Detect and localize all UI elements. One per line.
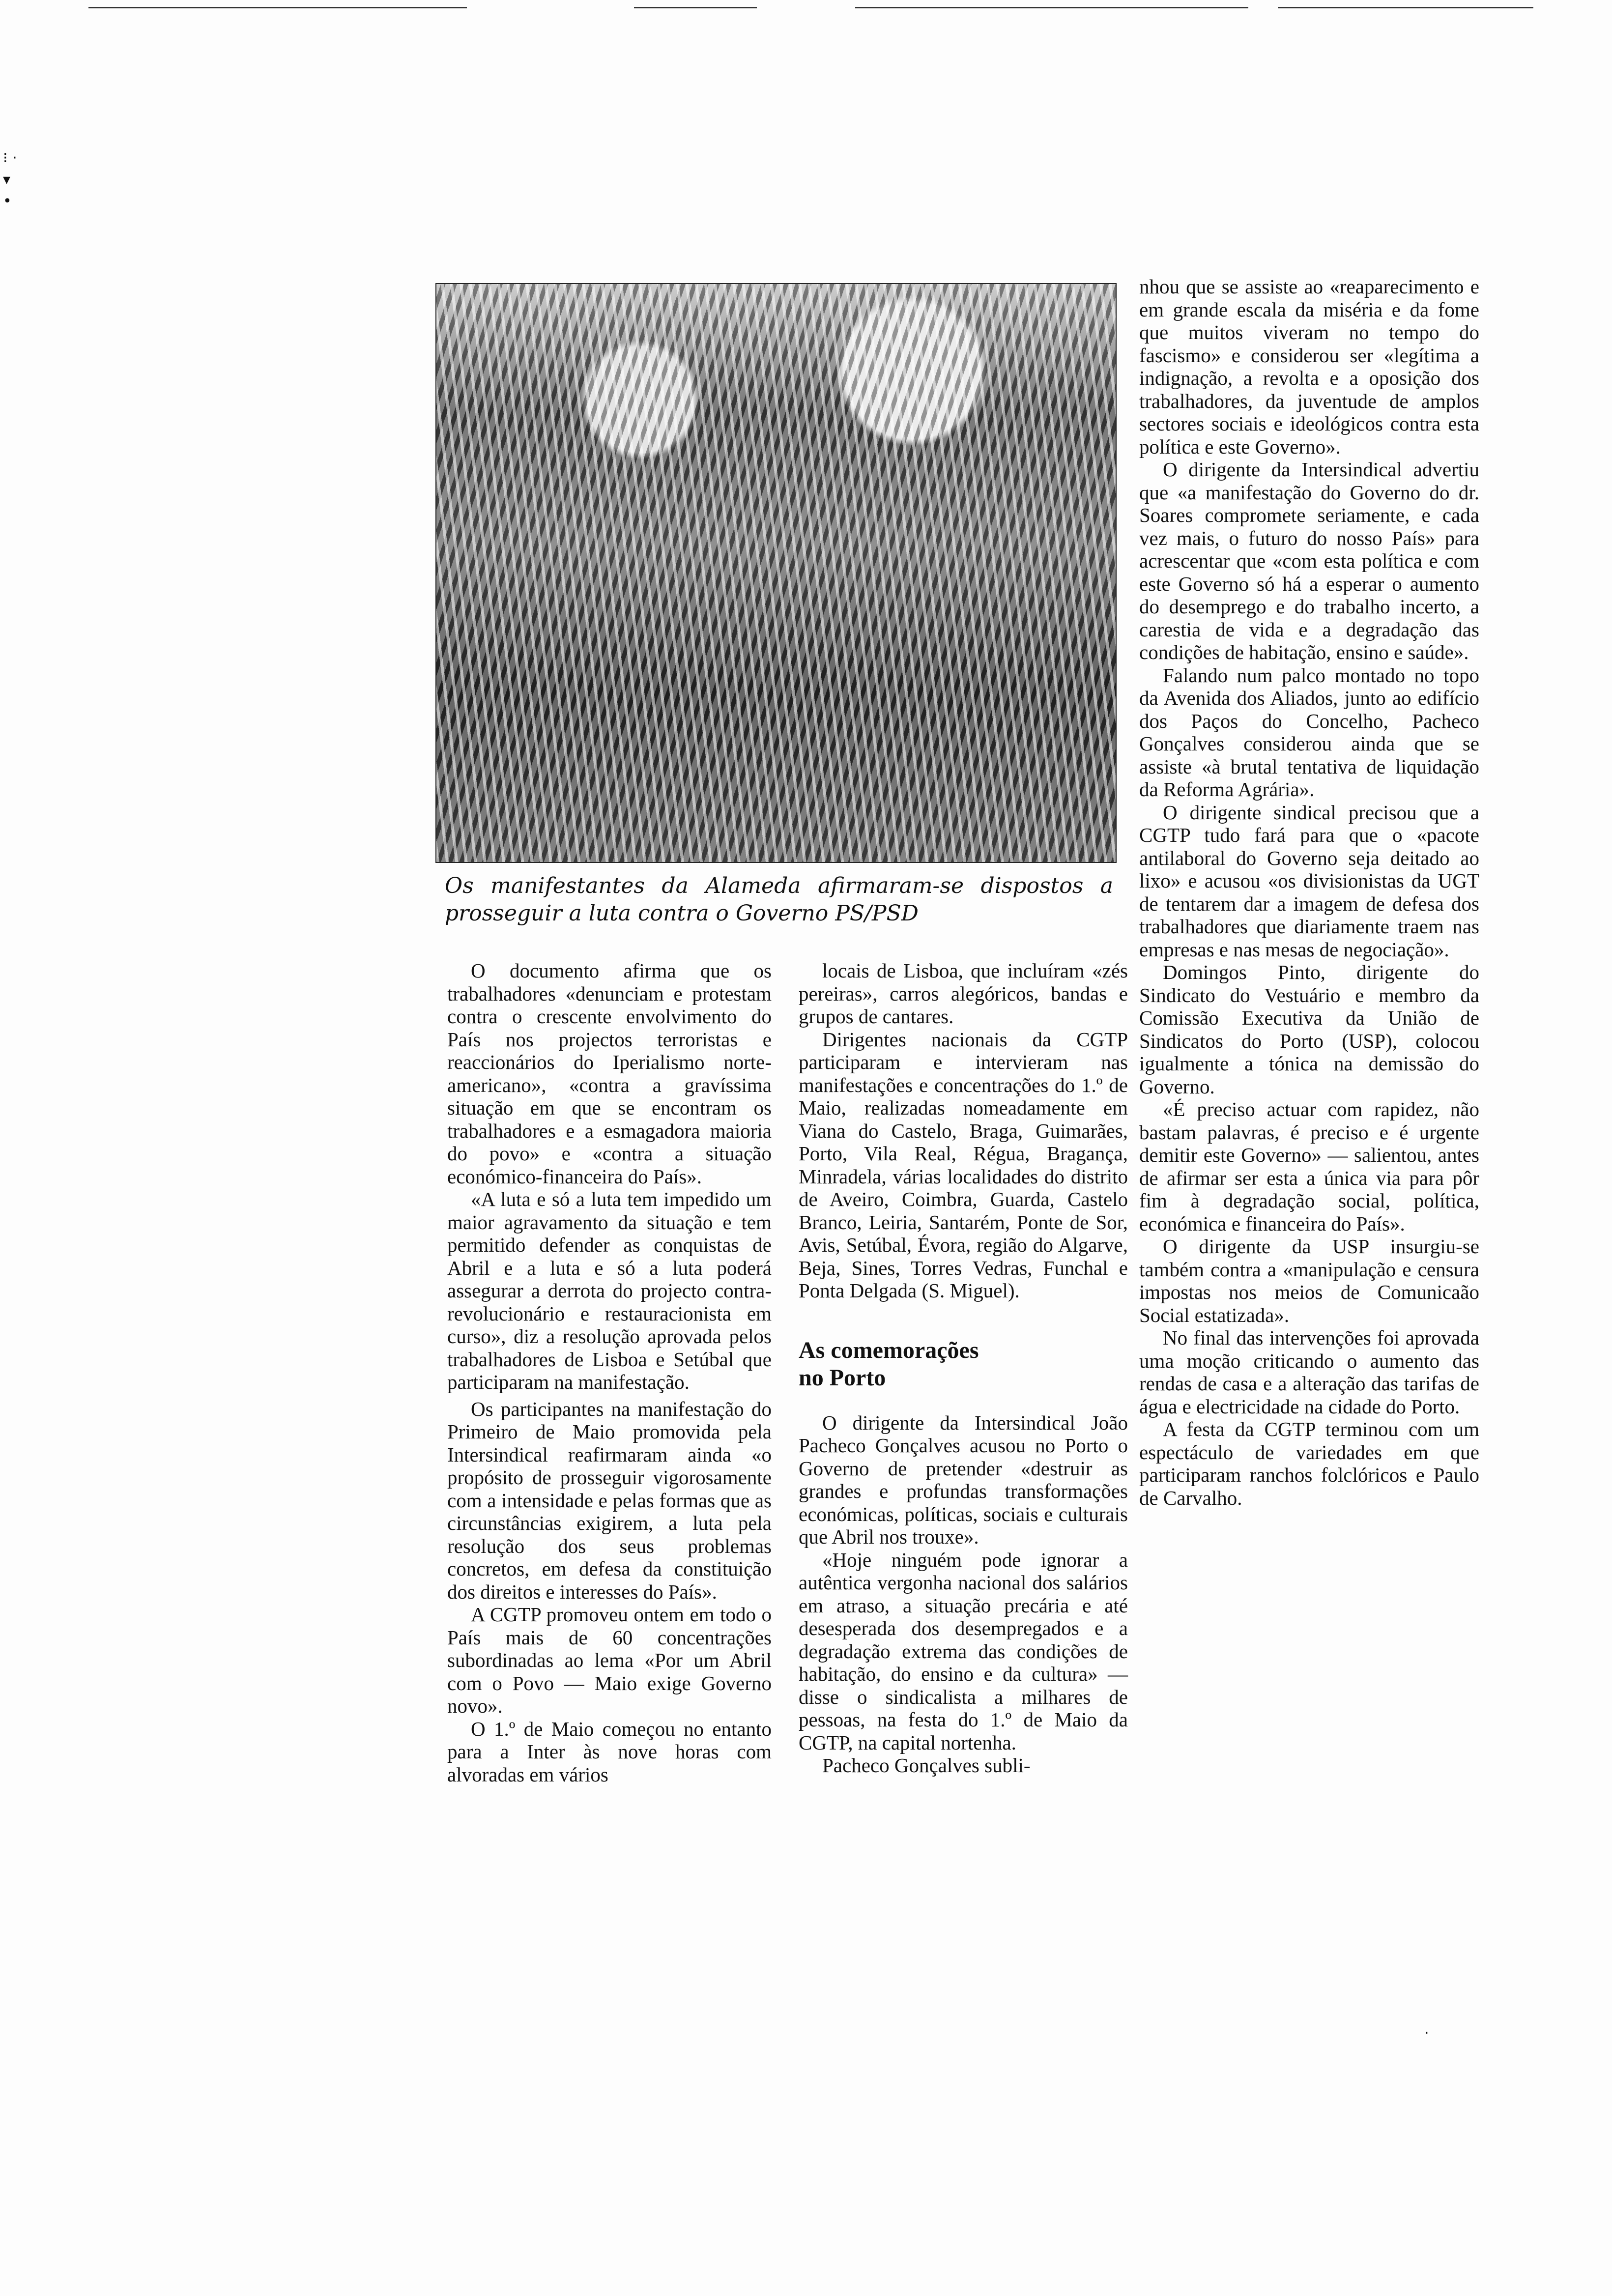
paragraph: O documento afirma que os trabalhadores «denunciam e protestam contra o crescente envolvimento do País nos projectos terroristas e reaccionários do Iperialismo norte-americano», «contra a gravíssima situação em que se encontram os trabalhadores e a esmagadora maioria do povo» e «contra a situação económico-financeira do País». (447, 959, 772, 1188)
photo-caption: Os manifestantes da Alameda afirmaram-se dispostos a prosseguir a luta contra o Governo PS/PSD (445, 873, 1113, 926)
left-margin-marks: ⁝ ·▾ • (3, 149, 17, 210)
paragraph: O dirigente sindical precisou que a CGTP tudo fará para que o «pacote antilaboral do Governo seja deitado ao lixo» e acusou «os divisionistas da UGT de tentarem dar a imagem de defesa dos trabalhadores que diariamente traem nas empresas e nas mesas de negociação». (1139, 801, 1479, 961)
section-heading (799, 1337, 1128, 1392)
paragraph: Os participantes na manifestação do Primeiro de Maio promovida pela Intersindical reafirmaram ainda «o propósito de prosseguir vigorosamente com a intensidade e pelas formas que as circunstâncias exigirem, a luta pela resolução dos seus problemas concretos, em defesa da constituição dos direitos e interesses do País». (447, 1397, 772, 1603)
paragraph: O 1.º de Maio começou no entanto para a Inter às nove horas com alvoradas em vários (447, 1717, 772, 1786)
paragraph: «Hoje ninguém pode ignorar a autêntica vergonha nacional dos salários em atraso, a situação precária e até desesperada dos desempregados e a degradação extrema das condições de habitação, do ensino e da cultura» — disse o sindicalista a milhares de pessoas, na festa do 1.º de Maio da CGTP, na capital nortenha. (799, 1548, 1128, 1754)
article-column-3 (1139, 275, 1479, 1509)
right-margin-mark: · (1424, 2025, 1429, 2042)
paragraph: Pacheco Gonçalves subli- (822, 1754, 1031, 1777)
paragraph: Domingos Pinto, dirigente do Sindicato do Vestuário e membro da Comissão Executiva da União de Sindicatos do Porto (USP), colocou igualmente a tónica na demissão do Governo. (1139, 961, 1479, 1098)
paragraph: O dirigente da USP insurgiu-se também contra a «manipulação e censura impostas nos meios de Comunicaão Social estatizada». (1139, 1235, 1479, 1326)
paragraph: locais de Lisboa, que incluíram «zés pereiras», carros alegóricos, bandas e grupos de cantares. (799, 959, 1128, 1028)
top-rule-3 (855, 7, 1248, 8)
paragraph: «É preciso actuar com rapidez, não bastam palavras, é preciso e é urgente demitir este Governo» — salientou, antes de afirmar ser esta a única via para pôr fim à degradação social, política, económica e financeira do País». (1139, 1098, 1479, 1235)
section-heading-line-1: As comemorações (799, 1337, 979, 1363)
paragraph: A CGTP promoveu ontem em todo o País mais de 60 concentrações subordinadas ao lema «Por um Abril com o Povo — Maio exige Governo novo». (447, 1603, 772, 1717)
paragraph: A festa da CGTP terminou com um espectáculo de variedades em que participaram ranchos folclóricos e Paulo de Carvalho. (1139, 1418, 1479, 1509)
paragraph: Falando num palco montado no topo da Avenida dos Aliados, junto ao edifício dos Paços do Concelho, Pacheco Gonçalves considerou ainda que se assiste «à brutal tentativa de liquidação da Reforma Agrária». (1139, 663, 1479, 801)
paragraph: No final das intervenções foi aprovada uma moção criticando o aumento das rendas de casa e a alteração das tarifas de água e electricidade na cidade do Porto. (1139, 1326, 1479, 1418)
top-rule-1 (88, 7, 467, 8)
paragraph: nhou que se assiste ao «reaparecimento e em grande escala da miséria e da fome que muitos viveram no tempo do fascismo» e considerou ser «legítima a indignação, a revolta e a oposição dos trabalhadores, da juventude de amplos sectores sociais e ideológicos contra esta política e este Governo». (1139, 275, 1479, 458)
paragraph: Dirigentes nacionais da CGTP participaram e intervieram nas manifestações e concentrações do 1.º de Maio, realizadas nomeadamente em Viana do Castelo, Braga, Guimarães, Porto, Vila Real, Régua, Bragança, Minradela, várias localidades do distrito de Aveiro, Coimbra, Guarda, Castelo Branco, Leiria, Santarém, Ponte de Sor, Avis, Setúbal, Évora, região do Algarve, Beja, Sines, Torres Vedras, Funchal e Ponta Delgada (S. Miguel). (799, 1028, 1128, 1302)
article-column-2 (799, 959, 1128, 1777)
section-heading-line-2: no Porto (799, 1364, 886, 1391)
paragraph: O dirigente da Intersindical advertiu que «a manifestação do Governo do dr. Soares compromete seriamente, e cada vez mais, o futuro do nosso País» para acrescentar que «com esta política e com este Governo só há a esperar o aumento do desemprego e do trabalho incerto, a carestia de vida e a degradação das condições de habitação, ensino e saúde». (1139, 458, 1479, 663)
top-rule-2 (634, 7, 757, 8)
paragraph: O dirigente da Intersindical João Pacheco Gonçalves acusou no Porto o Governo de pretender «destruir as grandes e profundas transformações económicas, políticas, sociais e culturais que Abril nos trouxe». (799, 1411, 1128, 1548)
demonstration-photo (435, 283, 1117, 863)
paragraph: «A luta e só a luta tem impedido um maior agravamento da situação e tem permitido defender as conquistas de Abril e a luta e só a luta poderá assegurar a derrota do projecto contra-revolucionário e restauracionista em curso», diz a resolução aprovada pelos trabalhadores de Lisboa e Setúbal que participaram na manifestação. (447, 1188, 772, 1393)
top-rule-4 (1278, 7, 1533, 8)
article-column-1 (447, 959, 772, 1786)
